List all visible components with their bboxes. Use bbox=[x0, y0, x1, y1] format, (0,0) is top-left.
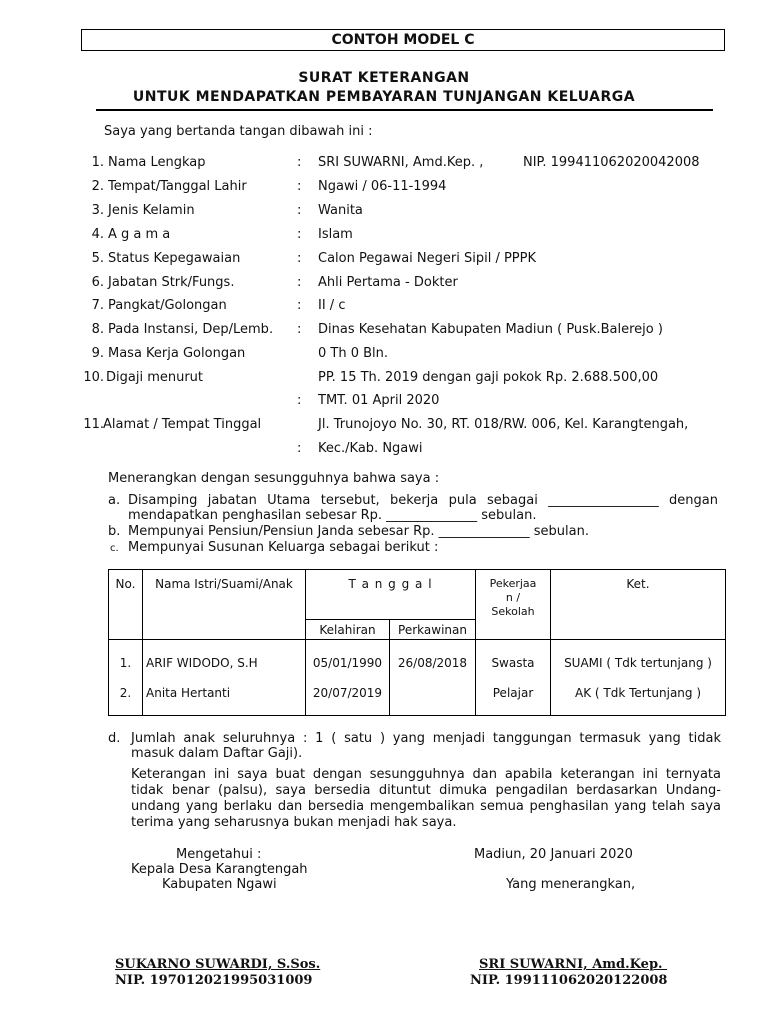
left-signatory-name: SUKARNO SUWARDI, S.Sos. bbox=[115, 957, 321, 972]
field-number: 2. bbox=[91, 179, 104, 194]
table-row bbox=[109, 640, 726, 678]
cell-no: 2. bbox=[109, 678, 143, 716]
field-number: 6. bbox=[91, 275, 104, 290]
field-number: 10. bbox=[83, 370, 104, 385]
field-label-position: Jabatan Strk/Fungs. bbox=[108, 275, 235, 290]
field-value-rank: II / c bbox=[318, 298, 346, 313]
item-marker-b: b. bbox=[108, 524, 121, 539]
right-signatory-name: SRI SUWARNI, Amd.Kep. bbox=[479, 957, 668, 972]
field-label-status: Status Kepegawaian bbox=[108, 251, 241, 266]
field-colon: : bbox=[297, 227, 302, 242]
field-value-birth: Ngawi / 06-11-1994 bbox=[318, 179, 447, 194]
field-label-gender: Jenis Kelamin bbox=[108, 203, 195, 218]
field-number: 9. bbox=[91, 346, 104, 361]
field-colon: : bbox=[297, 251, 302, 266]
field-number: 11. bbox=[83, 417, 104, 432]
item-a-line-2: mendapatkan penghasilan sebesar Rp. ______________ sebulan. bbox=[128, 508, 537, 523]
field-colon: : bbox=[297, 275, 302, 290]
field-colon: : bbox=[297, 155, 302, 170]
field-value-status: Calon Pegawai Negeri Sipil / PPPK bbox=[318, 251, 537, 266]
field-colon: : bbox=[297, 179, 302, 194]
field-value-name: SRI SUWARNI, Amd.Kep. , bbox=[318, 155, 484, 170]
field-label-salary: Digaji menurut bbox=[106, 370, 204, 385]
intro-text: Saya yang bertanda tangan dibawah ini : bbox=[104, 124, 373, 139]
field-number: 8. bbox=[91, 322, 104, 337]
field-value-gender: Wanita bbox=[318, 203, 363, 218]
field-colon: : bbox=[297, 298, 302, 313]
field-label-address: Alamat / Tempat Tinggal bbox=[103, 417, 262, 432]
cell-no: 1. bbox=[109, 640, 143, 678]
field-label-service: Masa Kerja Golongan bbox=[108, 346, 246, 361]
col-header-note: Ket. bbox=[551, 570, 726, 640]
cell-name: Anita Hertanti bbox=[143, 678, 306, 716]
col-header-birth: Kelahiran bbox=[306, 620, 390, 640]
field-colon: : bbox=[297, 393, 302, 408]
closing-line: terima yang seharusnya bukan menjadi hak saya. bbox=[131, 815, 457, 830]
field-label-rank: Pangkat/Golongan bbox=[108, 298, 227, 313]
field-colon: : bbox=[297, 441, 302, 456]
field-value-salary: PP. 15 Th. 2019 dengan gaji pokok Rp. 2.688.500,00 bbox=[318, 370, 659, 385]
cell-job: Pelajar bbox=[476, 678, 551, 716]
family-table bbox=[108, 569, 726, 716]
field-value-religion: Islam bbox=[318, 227, 353, 242]
statement-text: Menerangkan dengan sesungguhnya bahwa saya : bbox=[108, 471, 440, 486]
closing-line: Keterangan ini saya buat dengan sesungguhnya dan apabila keterangan ini ternyata bbox=[131, 767, 721, 782]
col-header-name: Nama Istri/Suami/Anak bbox=[143, 570, 306, 640]
field-number: 5. bbox=[91, 251, 104, 266]
cell-job: Swasta bbox=[476, 640, 551, 678]
field-label-agency: Pada Instansi, Dep/Lemb. bbox=[108, 322, 274, 337]
item-a-line-1: Disamping jabatan Utama tersebut, bekerja pula sebagai _________________ dengan bbox=[128, 493, 718, 508]
col-header-job-line-2: n / bbox=[505, 591, 521, 604]
field-value-agency: Dinas Kesehatan Kabupaten Madiun ( Pusk.Balerejo ) bbox=[318, 322, 663, 337]
field-colon: : bbox=[297, 322, 302, 337]
right-signatory-nip: NIP. 199111062020122008 bbox=[470, 973, 668, 988]
title-underline bbox=[96, 109, 713, 111]
left-sign-acknowledged: Mengetahui : bbox=[176, 847, 262, 862]
item-marker-d: d. bbox=[108, 731, 121, 746]
right-sign-title: Yang menerangkan, bbox=[506, 877, 636, 892]
cell-note: SUAMI ( Tdk tertunjang ) bbox=[551, 640, 726, 678]
item-marker-c: c. bbox=[110, 543, 119, 554]
cell-name: ARIF WIDODO, S.H bbox=[143, 640, 306, 678]
col-header-no: No. bbox=[109, 570, 143, 640]
col-header-job-line-1: Pekerjaa bbox=[489, 577, 537, 590]
item-marker-a: a. bbox=[108, 493, 121, 508]
field-value-nip: NIP. 199411062020042008 bbox=[523, 155, 700, 170]
place-date: Madiun, 20 Januari 2020 bbox=[474, 847, 633, 862]
cell-marriage: 26/08/2018 bbox=[390, 640, 476, 678]
cell-marriage bbox=[390, 678, 476, 716]
field-label-religion: A g a m a bbox=[108, 227, 171, 242]
item-d-line-2: masuk dalam Daftar Gaji). bbox=[131, 746, 303, 761]
field-value-address-line-2: Kec./Kab. Ngawi bbox=[318, 441, 423, 456]
cell-birth: 05/01/1990 bbox=[306, 640, 390, 678]
document-title-line-2: UNTUK MENDAPATKAN PEMBAYARAN TUNJANGAN KELUARGA bbox=[132, 89, 636, 105]
field-value-position: Ahli Pertama - Dokter bbox=[318, 275, 458, 290]
field-number: 7. bbox=[91, 298, 104, 313]
field-value-address-line-1: Jl. Trunojoyo No. 30, RT. 018/RW. 006, Kel. Karangtengah, bbox=[318, 417, 689, 432]
field-number: 1. bbox=[91, 155, 104, 170]
closing-line: undang yang berlaku dan bersedia mengembalikan semua penghasilan yang telah saya bbox=[131, 799, 721, 814]
field-label-name: Nama Lengkap bbox=[108, 155, 206, 170]
closing-line: tidak benar (palsu), saya bersedia dituntut dimuka pengadilan berdasarkan Undang- bbox=[131, 783, 721, 798]
col-header-job-line-3: Sekolah bbox=[491, 605, 535, 618]
document-title-line-1: SURAT KETERANGAN bbox=[298, 70, 470, 86]
item-b-text: Mempunyai Pensiun/Pensiun Janda sebesar Rp. ______________ sebulan. bbox=[128, 524, 589, 539]
field-number: 3. bbox=[91, 203, 104, 218]
field-number: 4. bbox=[91, 227, 104, 242]
item-d-line-1: Jumlah anak seluruhnya : 1 ( satu ) yang menjadi tanggungan termasuk yang tidak bbox=[131, 731, 721, 746]
field-label-birth: Tempat/Tanggal Lahir bbox=[108, 179, 247, 194]
col-header-marriage: Perkawinan bbox=[390, 620, 476, 640]
field-value-service: 0 Th 0 Bln. bbox=[318, 346, 389, 361]
col-header-job bbox=[476, 570, 551, 640]
model-label: CONTOH MODEL C bbox=[81, 29, 725, 51]
left-sign-title: Kepala Desa Karangtengah bbox=[131, 862, 308, 877]
field-value-tmt: TMT. 01 April 2020 bbox=[318, 393, 440, 408]
left-sign-region: Kabupaten Ngawi bbox=[162, 877, 277, 892]
left-signatory-nip: NIP. 197012021995031009 bbox=[115, 973, 313, 988]
table-row bbox=[109, 678, 726, 716]
field-colon: : bbox=[297, 203, 302, 218]
col-header-date: T a n g g a l bbox=[306, 570, 476, 620]
cell-birth: 20/07/2019 bbox=[306, 678, 390, 716]
item-c-text: Mempunyai Susunan Keluarga sebagai berikut : bbox=[128, 540, 439, 555]
cell-note: AK ( Tdk Tertunjang ) bbox=[551, 678, 726, 716]
